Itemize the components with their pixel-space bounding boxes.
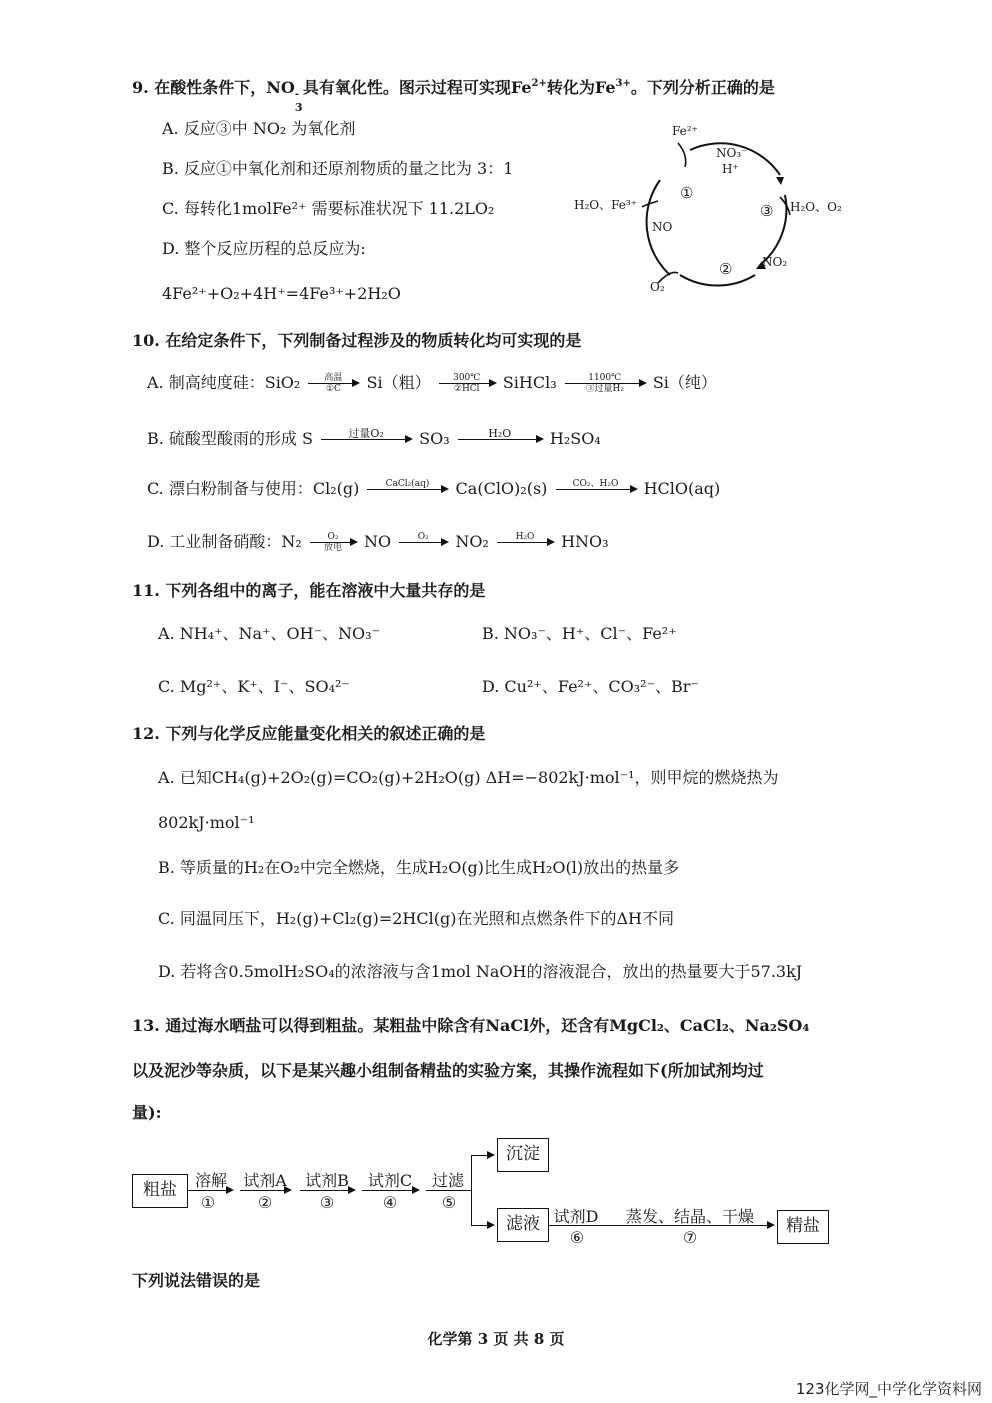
cycle-reaction-3: ③ bbox=[760, 202, 774, 220]
cycle-reaction-2: ② bbox=[719, 260, 733, 278]
cycle-fe2-label: Fe²⁺ bbox=[672, 124, 698, 138]
flow-step3-top: 试剂B bbox=[305, 1171, 349, 1190]
q9-option-b: B. 反应①中氧化剂和还原剂物质的量之比为 3：1 bbox=[162, 159, 514, 178]
cycle-left-output: H₂O、Fe³⁺ bbox=[574, 198, 638, 212]
flow-box-precipitate: 沉淀 bbox=[497, 1138, 549, 1172]
flow-step1-top: 溶解 bbox=[194, 1171, 227, 1190]
q10-c-end: HClO(aq) bbox=[643, 479, 721, 498]
q10-b-arrow1: 过量O₂ bbox=[321, 429, 411, 450]
flow-arrow-precipitate bbox=[471, 1155, 493, 1156]
q11-option-b: B. NO₃⁻、H⁺、Cl⁻、Fe²⁺ bbox=[482, 624, 677, 643]
flow-step7-top: 蒸发、结晶、干燥 bbox=[625, 1207, 754, 1226]
q10-b-arrow2: H₂O bbox=[458, 429, 542, 450]
q10-c-mid: Ca(ClO)₂(s) bbox=[455, 479, 548, 498]
flow-box-crude-salt: 粗盐 bbox=[132, 1174, 188, 1208]
q10-b-end: H₂SO₄ bbox=[549, 429, 601, 448]
q13-stem-line2: 以及泥沙等杂质，以下是某兴趣小组制备精盐的实验方案，其操作流程如下(所加试剂均过 bbox=[132, 1061, 764, 1080]
q10-d-label: D. 工业制备硝酸：N₂ bbox=[147, 532, 302, 551]
q10-d-mid1: NO bbox=[364, 532, 392, 551]
q9-fe3: 3+ bbox=[615, 78, 631, 89]
watermark: 123化学网_中学化学资料网 bbox=[795, 1380, 982, 1398]
q10-c-label: C. 漂白粉制备与使用：Cl₂(g) bbox=[147, 479, 360, 498]
q9-stem: 9. 在酸性条件下，NO - 3 具有氧化性。图示过程可实现$Fe^{2+}$转化为$Fe^{3+}$。下列分析正确的是 bbox=[132, 78, 775, 114]
q10-c-arrow1: CaCl₂(aq) bbox=[367, 479, 447, 500]
q10-a-mid2: SiHCl₃ bbox=[502, 373, 557, 392]
q10-c-arrow2: CO₂、H₂O bbox=[556, 479, 636, 500]
q10-d-arrow3: H₂O bbox=[497, 532, 553, 553]
q11-stem: 11. 下列各组中的离子，能在溶液中大量共存的是 bbox=[132, 581, 486, 600]
q9-stem-b: 具有氧化性。图示过程可实现Fe bbox=[302, 78, 532, 97]
flow-step5-bot: ⑤ bbox=[441, 1193, 457, 1212]
q10-a-label: A. 制高纯度硅：SiO₂ bbox=[147, 373, 301, 392]
q9-stem-a: 9. 在酸性条件下，NO bbox=[132, 78, 295, 97]
q11-option-c: C. Mg²⁺、K⁺、I⁻、SO₄²⁻ bbox=[158, 677, 350, 696]
cycle-h-label: H⁺ bbox=[722, 162, 739, 176]
flow-arrow-2 bbox=[240, 1190, 290, 1191]
page-footer: 化学第 3 页 共 8 页 bbox=[427, 1330, 565, 1348]
q10-option-a bbox=[147, 372, 717, 394]
cycle-no2-label: NO₂ bbox=[762, 255, 788, 269]
q9-option-c: C. 每转化1molFe²⁺ 需要标准状况下 11.2LO₂ bbox=[162, 199, 495, 218]
flow-step2-bot: ② bbox=[257, 1193, 273, 1212]
q10-a-arrow2: 300℃ ②HCl bbox=[439, 373, 495, 394]
q12-option-a-line2: 802kJ·mol⁻¹ bbox=[158, 813, 255, 832]
q13-question: 下列说法错误的是 bbox=[132, 1271, 261, 1290]
flow-step4-top: 试剂C bbox=[367, 1171, 413, 1190]
flow-step6-top: 试剂D bbox=[553, 1207, 599, 1226]
cycle-no3-label: NO₃⁻ bbox=[716, 146, 748, 160]
flow-step6-bot: ⑥ bbox=[569, 1228, 585, 1247]
q10-option-d bbox=[147, 531, 609, 553]
flow-step5-top: 过滤 bbox=[431, 1171, 464, 1190]
cycle-no-label: NO bbox=[652, 220, 673, 234]
q10-stem: 10. 在给定条件下，下列制备过程涉及的物质转化均可实现的是 bbox=[132, 331, 582, 350]
q10-option-b bbox=[147, 428, 601, 450]
q10-b-label: B. 硫酸型酸雨的形成 S bbox=[147, 429, 313, 448]
q10-a-end: Si（纯） bbox=[652, 373, 717, 392]
flow-arrow-7 bbox=[605, 1225, 773, 1226]
q11-option-a: A. NH₄⁺、Na⁺、OH⁻、NO₃⁻ bbox=[158, 624, 381, 643]
flow-branch-vertical bbox=[471, 1155, 472, 1225]
q12-option-c: C. 同温同压下，H₂(g)+Cl₂(g)=2HCl(g)在光照和点燃条件下的ΔH不同 bbox=[158, 909, 674, 928]
flow-arrow-filtrate bbox=[471, 1225, 493, 1226]
flow-step3-bot: ③ bbox=[319, 1193, 335, 1212]
q10-d-arrow1: O₂ 放电 bbox=[310, 532, 356, 553]
flow-box-filtrate: 滤液 bbox=[497, 1208, 549, 1242]
q13-stem-line3: 量): bbox=[132, 1103, 162, 1122]
q12-option-d: D. 若将含0.5molH₂SO₄的浓溶液与含1mol NaOH的溶液混合，放出的热量要大于57.3kJ bbox=[158, 962, 803, 981]
q10-b-mid: SO₃ bbox=[419, 429, 450, 448]
q9-stem-d: 。下列分析正确的是 bbox=[630, 78, 775, 97]
fe2-input-curve bbox=[678, 143, 686, 167]
q11-option-d: D. Cu²⁺、Fe²⁺、CO₃²⁻、Br⁻ bbox=[482, 677, 699, 696]
q10-a-arrow3: 1100℃ ③过量H₂ bbox=[565, 373, 645, 394]
cycle-o2-label: O₂ bbox=[650, 280, 665, 294]
q9-fe2: 2+ bbox=[531, 78, 547, 89]
cycle-right-output: H₂O、O₂ bbox=[790, 200, 842, 214]
q10-option-c bbox=[147, 478, 720, 500]
q10-a-mid1: Si（粗） bbox=[366, 373, 431, 392]
flow-step1-bot: ① bbox=[200, 1193, 216, 1212]
flow-arrow-4 bbox=[362, 1190, 418, 1191]
cycle-arc-bottom bbox=[680, 275, 755, 286]
q12-option-a-line1: A. 已知CH₄(g)+2O₂(g)=CO₂(g)+2H₂O(g) ΔH=−802kJ·mol⁻¹，则甲烷的燃烧热为 bbox=[158, 768, 779, 787]
arrowhead-1 bbox=[776, 177, 784, 185]
flow-step7-bot: ⑦ bbox=[682, 1228, 698, 1247]
flow-arrow-1 bbox=[188, 1190, 232, 1191]
q9-option-d: D. 整个反应历程的总反应为: bbox=[162, 239, 366, 258]
q12-stem: 12. 下列与化学反应能量变化相关的叙述正确的是 bbox=[132, 724, 486, 743]
q9-stem-c: 转化为Fe bbox=[546, 78, 616, 97]
flow-arrow-3 bbox=[300, 1190, 354, 1191]
flow-step4-bot: ④ bbox=[382, 1193, 398, 1212]
cycle-reaction-1: ① bbox=[680, 184, 694, 202]
flow-step2-top: 试剂A bbox=[243, 1171, 287, 1190]
q13-stem-line1: 13. 通过海水晒盐可以得到粗盐。某粗盐中除含有NaCl外，还含有MgCl₂、CaCl₂、Na₂SO₄ bbox=[132, 1016, 810, 1035]
flow-box-refined-salt: 精盐 bbox=[777, 1210, 829, 1244]
q10-d-end: HNO₃ bbox=[561, 532, 609, 551]
q9-option-a: A. 反应③中 NO₂ 为氧化剂 bbox=[162, 119, 356, 138]
q12-option-b: B. 等质量的H₂在O₂中完全燃烧，生成H₂O(g)比生成H₂O(l)放出的热量多 bbox=[158, 858, 680, 877]
q10-a-arrow1: 高温 ①C bbox=[308, 373, 358, 394]
flow-line-5 bbox=[426, 1190, 472, 1191]
flow-line-6 bbox=[549, 1225, 605, 1226]
q10-d-mid2: NO₂ bbox=[455, 532, 489, 551]
q10-d-arrow2: O₂ bbox=[399, 532, 447, 553]
q9-overall-equation: 4Fe²⁺+O₂+4H⁺=4Fe³⁺+2H₂O bbox=[162, 284, 401, 303]
